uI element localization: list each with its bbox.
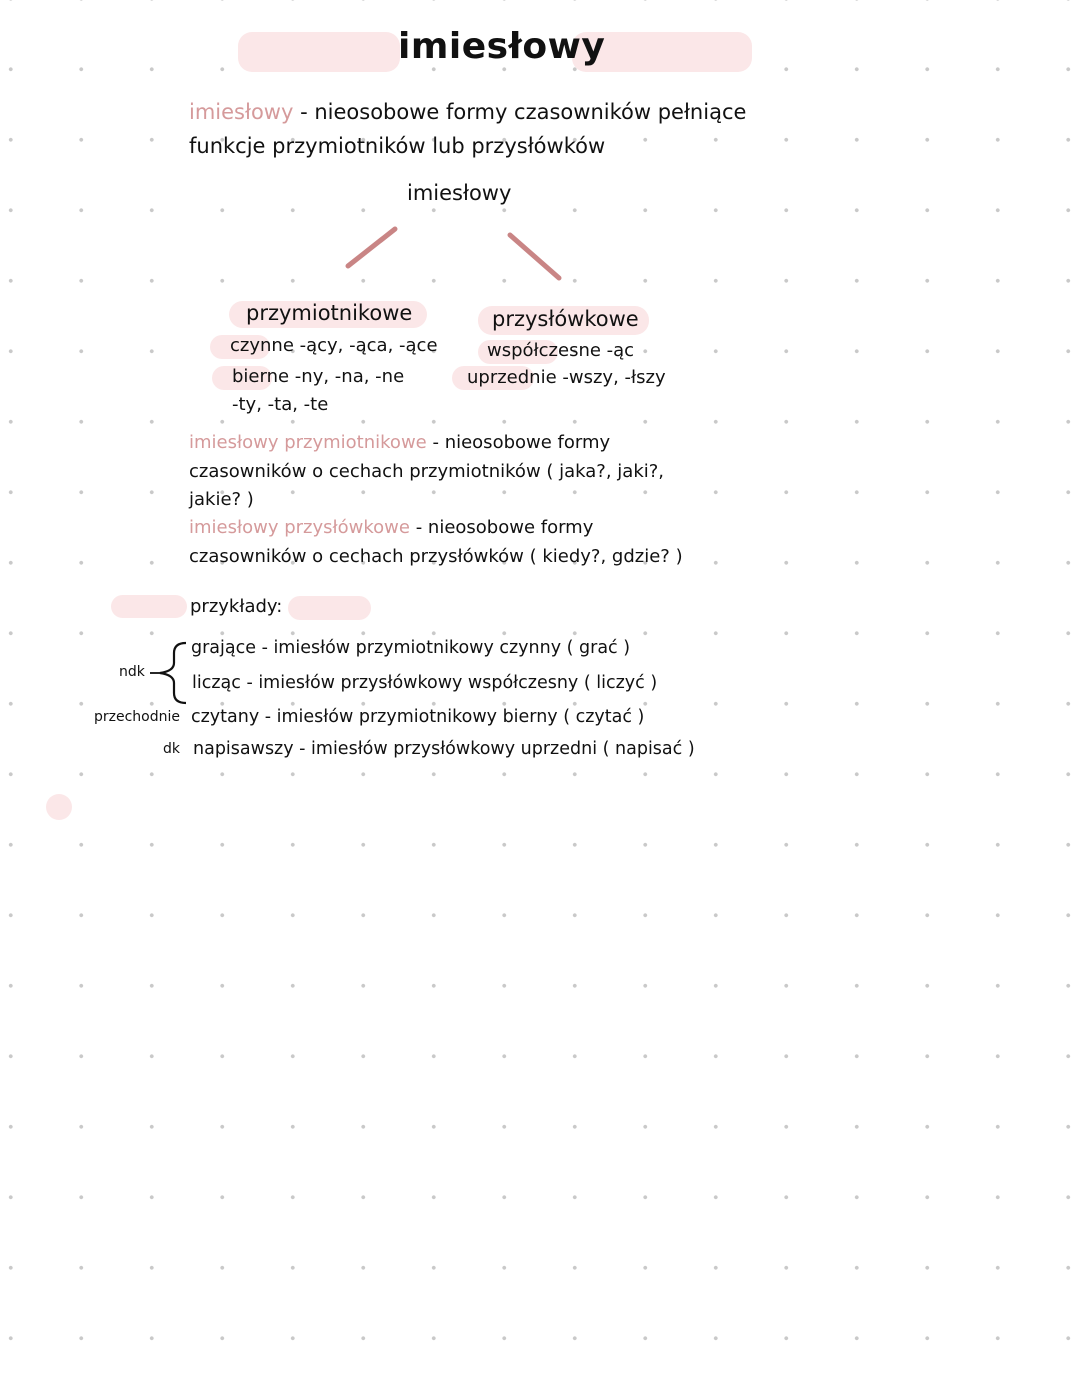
- example-row: licząc - imiesłów przysłówkowy współczesny ( liczyć ): [192, 673, 658, 693]
- explanation-1-line-1: [189, 432, 610, 453]
- explanation-1-line-2: czasowników o cechach przymiotników ( jaka?, jaki?,: [189, 461, 665, 482]
- ndk-brace: [160, 643, 186, 703]
- explanation-2-term: imiesłowy przysłówkowe: [189, 517, 410, 538]
- right-branch-item: uprzednie -wszy, -łszy: [467, 367, 666, 388]
- example-row: grające - imiesłów przymiotnikowy czynny ( grać ): [191, 638, 631, 658]
- left-branch-item: -ty, -ta, -te: [232, 394, 329, 415]
- definition-term: imiesłowy: [189, 100, 294, 124]
- example-row: czytany - imiesłów przymiotnikowy bierny ( czytać ): [191, 707, 645, 727]
- explanation-1-line-3: jakie? ): [189, 489, 254, 510]
- right-branch-item: współczesne -ąc: [487, 340, 635, 361]
- explanation-1-term: imiesłowy przymiotnikowe: [189, 432, 427, 453]
- explanation-2-rest: - nieosobowe formy: [409, 517, 594, 538]
- explanation-2-line-2: czasowników o cechach przysłówków ( kiedy?, gdzie? ): [189, 546, 683, 567]
- explanation-1-rest: - nieosobowe formy: [426, 432, 611, 453]
- definition-rest: - nieosobowe formy czasowników pełniące: [293, 100, 747, 124]
- ndk-label: ndk: [119, 664, 145, 680]
- left-branch-line: [348, 229, 395, 266]
- examples-heading: przykłady:: [190, 596, 283, 617]
- left-branch-item: czynne -ący, -ąca, -ące: [230, 335, 438, 356]
- right-branch-line: [510, 235, 559, 278]
- dk-label: dk: [163, 741, 180, 757]
- explanation-2-line-1: [189, 517, 593, 538]
- tree-root: imiesłowy: [407, 181, 512, 205]
- example-row: napisawszy - imiesłów przysłówkowy uprzedni ( napisać ): [193, 739, 695, 759]
- left-branch-item: bierne -ny, -na, -ne: [232, 366, 405, 387]
- left-branch-label: przymiotnikowe: [246, 301, 413, 325]
- right-branch-label: przysłówkowe: [492, 307, 639, 331]
- definition-line-2: funkcje przymiotników lub przysłówków: [189, 134, 606, 158]
- page-title: imiesłowy: [398, 26, 606, 67]
- przechodnie-label: przechodnie: [94, 709, 181, 725]
